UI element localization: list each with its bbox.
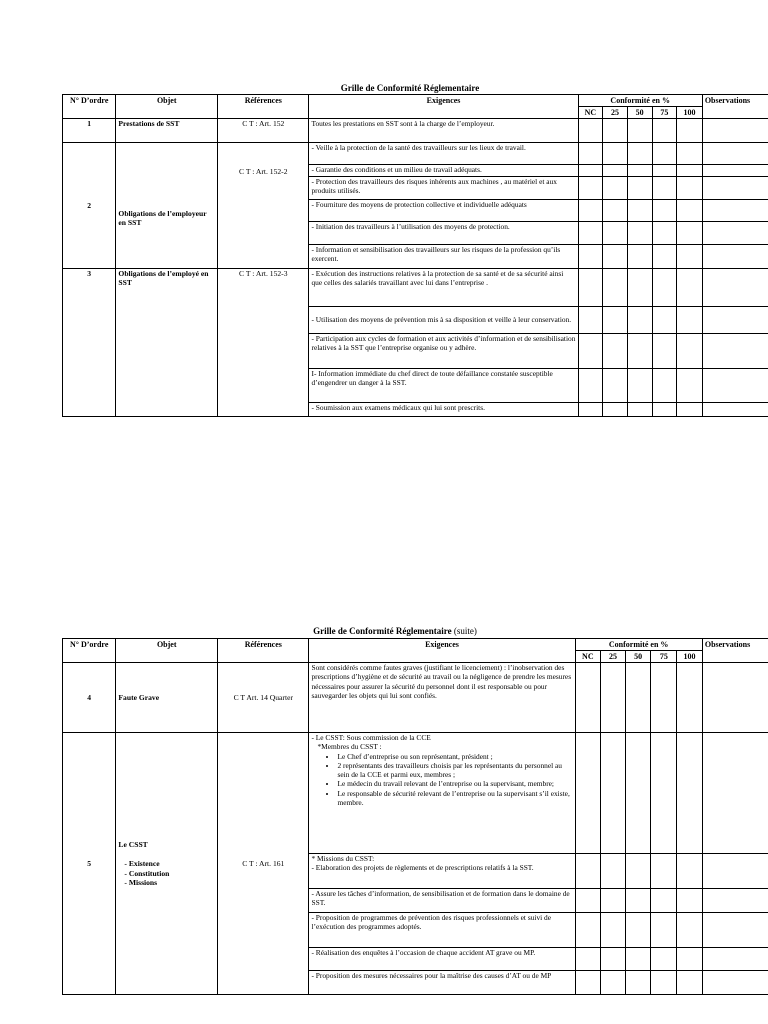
conformity-cell[interactable]: [651, 971, 677, 995]
row-exigence: - Réalisation des enquêtes à l’occasion de chaque accident AT grave ou MP.: [309, 948, 575, 971]
compliance-table-2: [62, 638, 768, 995]
conformity-cell[interactable]: [677, 143, 703, 165]
conformity-cell[interactable]: [578, 222, 603, 245]
observation-cell[interactable]: [702, 222, 768, 245]
conformity-cell[interactable]: [677, 165, 703, 177]
conformity-cell[interactable]: [625, 913, 651, 948]
row-exigence: - Veille à la protection de la santé des travailleurs sur les lieux de travail.: [309, 143, 578, 165]
row-exigence: Sont considérés comme fautes graves (justifiant le licenciement) : l’inobservation des prescriptions d’hygiène et de sécurité au travail ou la négligence de prendre les mesures nécessaires pour assurer la sécurité du personnel dont il est responsable ou pour sauvegarder les objets qui lui sont confiés.: [309, 663, 575, 733]
table-row: [63, 269, 768, 307]
conformity-cell[interactable]: [651, 663, 677, 733]
conformity-cell[interactable]: [651, 889, 677, 913]
conformity-cell[interactable]: [578, 369, 603, 403]
conformity-cell[interactable]: [677, 889, 703, 913]
conformity-cell[interactable]: [625, 889, 651, 913]
row-objet: Obligations de l’employeur en SST: [116, 143, 218, 269]
conformity-cell[interactable]: [651, 733, 677, 854]
conformity-cell[interactable]: [601, 913, 626, 948]
row-exigence: - Assure les tâches d’information, de sensibilisation et de formation dans le domaine de SST.: [309, 889, 575, 913]
conformity-cell[interactable]: [677, 334, 703, 369]
col-header-num: N° D’ordre: [63, 639, 116, 663]
conformity-cell[interactable]: [603, 165, 628, 177]
col-header-references: Références: [218, 95, 309, 119]
conformity-cell[interactable]: [578, 143, 603, 165]
col-header-references: Références: [218, 639, 309, 663]
conformity-cell[interactable]: [575, 913, 601, 948]
row-exigence: - Protection des travailleurs des risques inhérents aux machines , au matériel et aux produits utilisés.: [309, 177, 578, 200]
observation-cell[interactable]: [702, 971, 768, 995]
conformity-cell[interactable]: [625, 663, 651, 733]
col-header-observations: Observations: [702, 95, 768, 119]
conformity-cell[interactable]: [603, 245, 628, 269]
observation-cell[interactable]: [702, 334, 768, 369]
conformity-cell[interactable]: [575, 889, 601, 913]
conformity-cell[interactable]: [677, 269, 703, 307]
table2-title-main: Grille de Conformité Réglementaire: [313, 626, 452, 636]
conformity-cell[interactable]: [677, 971, 703, 995]
conformity-cell[interactable]: [627, 245, 652, 269]
conformity-cell[interactable]: [601, 948, 626, 971]
csst-item: - Constitution: [124, 868, 170, 878]
conformity-cell[interactable]: [601, 663, 626, 733]
conformity-cell[interactable]: [651, 948, 677, 971]
col-header-num: N° D’ordre: [63, 95, 116, 119]
conformity-cell[interactable]: [677, 733, 703, 854]
row-number: 5: [63, 733, 116, 995]
observation-cell[interactable]: [702, 119, 768, 143]
conformity-cell[interactable]: [578, 307, 603, 334]
conformity-cell[interactable]: [627, 269, 652, 307]
conformity-cell[interactable]: [627, 165, 652, 177]
conformity-cell[interactable]: [677, 403, 703, 417]
conformity-cell[interactable]: [652, 369, 677, 403]
table-row: [63, 663, 768, 733]
table2-title-suffix: (suite): [453, 626, 477, 636]
row-exigence: - Information et sensibilisation des travailleurs sur les risques de la profession qu’ils exercent.: [309, 245, 578, 269]
list-item: • Le médecin du travail relevant de l’entreprise ou la supervisant, membre;: [337, 779, 572, 788]
conformity-cell[interactable]: [601, 733, 626, 854]
conformity-cell[interactable]: [575, 733, 601, 854]
conformity-cell[interactable]: [677, 245, 703, 269]
observation-cell[interactable]: [702, 403, 768, 417]
conformity-cell[interactable]: [652, 334, 677, 369]
row-exigence: Toutes les prestations en SST sont à la charge de l’employeur.: [309, 119, 578, 143]
conformity-cell[interactable]: [578, 119, 603, 143]
conformity-cell[interactable]: [627, 307, 652, 334]
conformity-cell[interactable]: [627, 177, 652, 200]
level-50: 50: [627, 107, 652, 119]
conformity-cell[interactable]: [603, 403, 628, 417]
conformity-cell[interactable]: [652, 143, 677, 165]
row-reference: C T : Art. 152-2: [218, 143, 309, 269]
conformity-cell[interactable]: [677, 369, 703, 403]
conformity-cell[interactable]: [651, 854, 677, 889]
conformity-cell[interactable]: [652, 177, 677, 200]
conformity-cell[interactable]: [625, 948, 651, 971]
row-number: 4: [63, 663, 116, 733]
observation-cell[interactable]: [702, 948, 768, 971]
conformity-cell[interactable]: [652, 200, 677, 222]
conformity-cell[interactable]: [627, 222, 652, 245]
level-25: 25: [603, 107, 628, 119]
conformity-cell[interactable]: [603, 269, 628, 307]
list-item: • Le Chef d’entreprise ou son représentant, président ;: [337, 752, 572, 761]
observation-cell[interactable]: [702, 663, 768, 733]
observation-cell[interactable]: [702, 177, 768, 200]
conformity-cell[interactable]: [601, 971, 626, 995]
level-100: 100: [677, 651, 703, 663]
row-exigence: - Fourniture des moyens de protection collective et individuelle adéquats: [309, 200, 578, 222]
conformity-cell[interactable]: [627, 403, 652, 417]
csst-mission: - Elaboration des projets de règlements et de prescriptions relatifs à la SST.: [311, 863, 534, 873]
row-exigence: - Proposition des mesures nécessaires pour la maîtrise des causes d’AT ou de MP: [309, 971, 575, 995]
observation-cell[interactable]: [702, 733, 768, 854]
row-reference: C T : Art. 152-3: [218, 269, 309, 417]
conformity-cell[interactable]: [575, 948, 601, 971]
conformity-cell[interactable]: [578, 269, 603, 307]
row-objet: Faute Grave: [116, 663, 218, 733]
conformity-cell[interactable]: [603, 334, 628, 369]
table1-title: Grille de Conformité Réglementaire: [340, 83, 480, 93]
conformity-cell[interactable]: [627, 200, 652, 222]
row-objet: Prestations de SST: [116, 119, 218, 143]
conformity-cell[interactable]: [603, 143, 628, 165]
row-exigence: - Initiation des travailleurs à l’utilisation des moyens de protection.: [309, 222, 578, 245]
row-exigence: - Exécution des instructions relatives à la protection de sa santé et de sa sécurité ainsi que celles des salariés travaillant avec lui dans l’entreprise .: [309, 269, 578, 307]
row-number: 1: [63, 119, 116, 143]
observation-cell[interactable]: [702, 307, 768, 334]
row-number: 3: [63, 269, 116, 417]
conformity-cell[interactable]: [575, 971, 601, 995]
conformity-cell[interactable]: [651, 913, 677, 948]
conformity-cell[interactable]: [603, 177, 628, 200]
observation-cell[interactable]: [702, 369, 768, 403]
col-header-exigences: Exigences: [309, 95, 578, 119]
conformity-cell[interactable]: [603, 200, 628, 222]
row-reference: C T Art. 14 Quarter: [218, 663, 309, 733]
row-reference: C T : Art. 161: [218, 733, 309, 995]
conformity-cell[interactable]: [578, 177, 603, 200]
csst-item: - Missions: [124, 877, 158, 887]
conformity-cell[interactable]: [627, 119, 652, 143]
csst-missions-head: * Missions du CSST:: [311, 854, 375, 863]
conformity-cell[interactable]: [652, 245, 677, 269]
csst-item: - Existence: [124, 859, 160, 869]
observation-cell[interactable]: [702, 245, 768, 269]
row-exigence: - Participation aux cycles de formation et aux activités d’information et de sensibilisation relatives à la SST que l’entreprise organise ou y adhère.: [309, 334, 578, 369]
level-75: 75: [652, 107, 677, 119]
conformity-cell[interactable]: [677, 177, 703, 200]
conformity-cell[interactable]: [575, 663, 601, 733]
col-header-conformite: Conformité en %: [578, 95, 702, 107]
observation-cell[interactable]: [702, 269, 768, 307]
table-row: [63, 733, 768, 854]
conformity-cell[interactable]: [652, 269, 677, 307]
compliance-table-1: [62, 94, 768, 417]
conformity-cell[interactable]: [601, 854, 626, 889]
table2-title: [230, 626, 560, 636]
conformity-cell[interactable]: [625, 971, 651, 995]
csst-items: [118, 859, 215, 886]
level-100: 100: [677, 107, 703, 119]
conformity-cell[interactable]: [652, 165, 677, 177]
row-number: 2: [63, 143, 116, 269]
col-header-exigences: Exigences: [309, 639, 575, 663]
conformity-cell[interactable]: [627, 369, 652, 403]
col-header-observations: Observations: [702, 639, 768, 663]
observation-cell[interactable]: [702, 913, 768, 948]
row-exigence: I- Information immédiate du chef direct de toute défaillance constatée susceptible d’engendrer un danger à la SST.: [309, 369, 578, 403]
row-exigence: - Soumission aux examens médicaux qui lui sont prescrits.: [309, 403, 578, 417]
conformity-cell[interactable]: [652, 119, 677, 143]
observation-cell[interactable]: [702, 200, 768, 222]
col-header-objet: Objet: [116, 639, 218, 663]
conformity-cell[interactable]: [601, 889, 626, 913]
observation-cell[interactable]: [702, 854, 768, 889]
level-50: 50: [625, 651, 651, 663]
observation-cell[interactable]: [702, 165, 768, 177]
conformity-cell[interactable]: [603, 119, 628, 143]
conformity-cell[interactable]: [677, 200, 703, 222]
col-header-objet: Objet: [116, 95, 218, 119]
table-row: [63, 119, 768, 143]
level-25: 25: [601, 651, 626, 663]
csst-members-head: *Membres du CSST :: [317, 742, 382, 752]
row-reference: C T : Art. 152: [218, 119, 309, 143]
row-exigence: [309, 854, 575, 889]
conformity-cell[interactable]: [677, 307, 703, 334]
conformity-cell[interactable]: [578, 165, 603, 177]
conformity-cell[interactable]: [677, 854, 703, 889]
observation-cell[interactable]: [702, 889, 768, 913]
conformity-cell[interactable]: [627, 143, 652, 165]
level-nc: NC: [578, 107, 603, 119]
csst-members-list: [311, 752, 572, 808]
row-exigence: - Proposition de programmes de prévention des risques professionnels et suivi de l’exécution des programmes adoptés.: [309, 913, 575, 948]
row-exigence: - Garantie des conditions et un milieu de travail adéquats.: [309, 165, 578, 177]
conformity-cell[interactable]: [652, 222, 677, 245]
row-objet: Obligations de l’employé en SST: [116, 269, 218, 417]
conformity-cell[interactable]: [652, 307, 677, 334]
conformity-cell[interactable]: [627, 334, 652, 369]
row-objet: [116, 733, 218, 995]
row-exigence: [309, 733, 575, 854]
csst-composition-head: - Le CSST: Sous commission de la CCE: [311, 733, 431, 742]
conformity-cell[interactable]: [625, 733, 651, 854]
conformity-cell[interactable]: [677, 222, 703, 245]
conformity-cell[interactable]: [578, 403, 603, 417]
conformity-cell[interactable]: [677, 119, 703, 143]
conformity-cell[interactable]: [578, 334, 603, 369]
list-item: • 2 représentants des travailleurs choisis par les représentants du personnel au sein de la CCE et parmi eux, membres ;: [337, 761, 572, 780]
conformity-cell[interactable]: [677, 663, 703, 733]
row-exigence: - Utilisation des moyens de prévention mis à sa disposition et veille à leur conservation.: [309, 307, 578, 334]
conformity-cell[interactable]: [575, 854, 601, 889]
conformity-cell[interactable]: [578, 200, 603, 222]
level-nc: NC: [575, 651, 601, 663]
csst-title: Le CSST: [118, 840, 148, 850]
observation-cell[interactable]: [702, 143, 768, 165]
conformity-cell[interactable]: [603, 222, 628, 245]
col-header-conformite: Conformité en %: [575, 639, 702, 651]
conformity-cell[interactable]: [603, 369, 628, 403]
list-item: • Le responsable de sécurité relevant de l’entreprise ou la supervisant s’il existe, membre.: [337, 789, 572, 808]
conformity-cell[interactable]: [603, 307, 628, 334]
conformity-cell[interactable]: [578, 245, 603, 269]
conformity-cell[interactable]: [652, 403, 677, 417]
conformity-cell[interactable]: [625, 854, 651, 889]
conformity-cell[interactable]: [677, 948, 703, 971]
level-75: 75: [651, 651, 677, 663]
conformity-cell[interactable]: [677, 913, 703, 948]
table-row: [63, 143, 768, 165]
